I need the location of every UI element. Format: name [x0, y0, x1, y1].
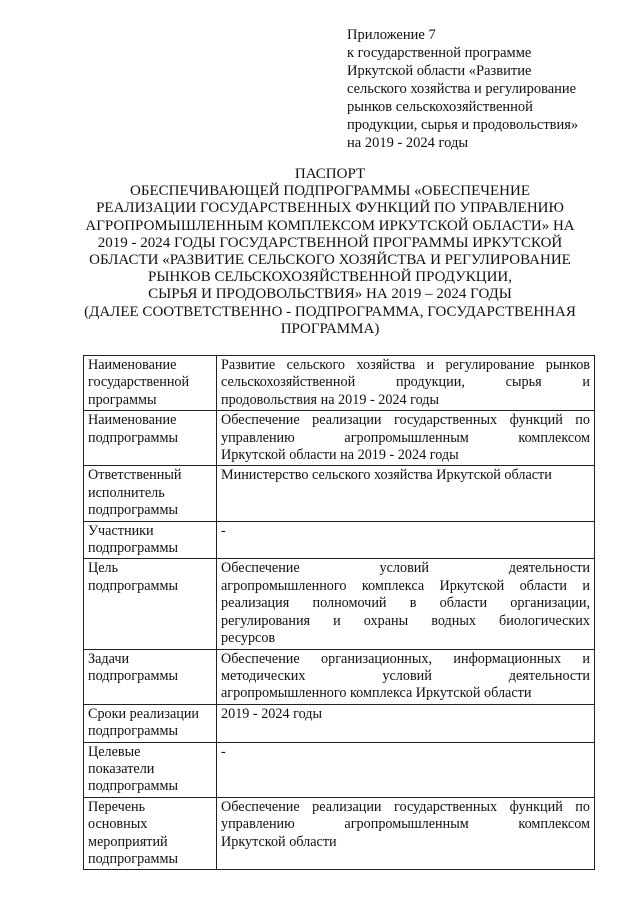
row-value-cell [217, 797, 595, 870]
row-label-line: подпрограммы [88, 723, 178, 740]
table-row [84, 559, 595, 649]
row-label-line: Наименование [88, 357, 177, 373]
row-label-line: подпрограммы [88, 577, 178, 594]
table-row [84, 649, 595, 704]
row-value-cell [217, 559, 595, 649]
row-value-cell [217, 521, 595, 559]
row-label-cell [84, 521, 217, 559]
appendix-line: на 2019 - 2024 годы [347, 135, 469, 151]
row-value-line: реализация полномочий в области организации, [221, 595, 590, 612]
row-label-line: подпрограммы [88, 850, 178, 867]
row-value-line: агропромышленного комплекса Иркутской области и [221, 577, 590, 594]
row-value-cell [217, 356, 595, 411]
title-line: ПРОГРАММА) [280, 320, 380, 337]
table-row [84, 411, 595, 466]
row-value-line: Обеспечение организационных, информационных и [221, 650, 590, 667]
title-line: ПАСПОРТ [294, 166, 366, 182]
title-line: РЫНКОВ СЕЛЬСКОХОЗЯЙСТВЕННОЙ ПРОДУКЦИИ, [148, 269, 512, 286]
row-label-cell [84, 466, 217, 521]
row-label-line: государственной [88, 374, 190, 391]
row-value-line: Обеспечение условий деятельности [221, 560, 590, 577]
passport-table [83, 355, 595, 870]
title-line: ОБЛАСТИ «РАЗВИТИЕ СЕЛЬСКОГО ХОЗЯЙСТВА И РЕГУЛИРОВАНИЕ [89, 252, 571, 269]
row-value-line: ресурсов [221, 630, 276, 647]
row-label-cell [84, 797, 217, 870]
appendix-line: сельского хозяйства и регулирование [347, 81, 577, 97]
row-value-line: сельскохозяйственной продукции, сырья и [221, 374, 590, 391]
table-row [84, 466, 595, 521]
row-label-line: подпрограммы [88, 778, 178, 795]
title-line: АГРОПРОМЫШЛЕННЫМ КОМПЛЕКСОМ ИРКУТСКОЙ ОБЛАСТИ» НА [85, 217, 575, 234]
row-value-line: Иркутской области на 2019 - 2024 годы [221, 447, 459, 464]
appendix-header [347, 26, 607, 152]
row-value-line: продовольствия на 2019 - 2024 годы [221, 391, 440, 408]
row-label-line: подпрограммы [88, 667, 178, 684]
row-label-line: показатели [88, 760, 155, 777]
appendix-line: рынков сельскохозяйственной [347, 99, 533, 115]
title-line: СЫРЬЯ И ПРОДОВОЛЬСТВИЯ» НА 2019 – 2024 ГОДЫ [148, 286, 512, 303]
table-row [84, 742, 595, 797]
table-row [84, 797, 595, 870]
row-value-line: методических условий деятельности [221, 667, 590, 684]
row-label-line: Участники [88, 522, 154, 539]
row-value-line: регулирования и охраны водных биологических [221, 612, 590, 629]
row-value-cell [217, 411, 595, 466]
row-label-line: мероприятий [88, 833, 168, 850]
row-label-line: подпрограммы [88, 502, 178, 519]
title-line: (ДАЛЕЕ СООТВЕТСТВЕННО - ПОДПРОГРАММА, ГОСУДАРСТВЕННАЯ [84, 303, 576, 320]
row-value-line: - [221, 743, 226, 760]
row-value-line: управлению агропромышленным комплексом [221, 429, 590, 446]
appendix-line: к государственной программе [347, 45, 532, 61]
row-label-line: подпрограммы [88, 429, 178, 446]
table-row [84, 356, 595, 411]
row-label-line: Задачи [88, 650, 130, 667]
row-label-cell [84, 649, 217, 704]
row-value-line: агропромышленного комплекса Иркутской области [221, 685, 532, 702]
row-label-cell [84, 411, 217, 466]
row-label-line: Цель [88, 560, 119, 577]
row-value-line: управлению агропромышленным комплексом [221, 816, 590, 833]
row-label-line: Целевые [88, 743, 141, 760]
row-value-line: Иркутской области [221, 833, 337, 850]
row-label-cell [84, 704, 217, 742]
title-line: ОБЕСПЕЧИВАЮЩЕЙ ПОДПРОГРАММЫ «ОБЕСПЕЧЕНИЕ [130, 183, 530, 200]
row-label-line: Перечень [88, 798, 146, 815]
row-label-line: подпрограммы [88, 540, 178, 557]
appendix-line: Иркутской области «Развитие [347, 63, 532, 79]
appendix-line: Приложение 7 [347, 27, 436, 43]
row-value-line: Министерство сельского хозяйства Иркутской области [221, 467, 552, 484]
row-value-cell [217, 742, 595, 797]
table-row [84, 521, 595, 559]
passport-table-body [84, 356, 595, 870]
row-value-line: - [221, 522, 226, 539]
row-label-cell [84, 356, 217, 411]
row-label-line: Наименование [88, 412, 177, 429]
row-label-line: программы [88, 391, 157, 408]
title-line: 2019 - 2024 ГОДЫ ГОСУДАРСТВЕННОЙ ПРОГРАММЫ ИРКУТСКОЙ [97, 234, 563, 251]
document-title [60, 166, 600, 338]
row-label-cell [84, 559, 217, 649]
row-value-cell [217, 466, 595, 521]
row-value-line: Обеспечение реализации государственных функций по [221, 412, 590, 429]
row-label-line: Ответственный [88, 467, 182, 484]
row-label-line: Сроки реализации [88, 705, 200, 722]
row-label-cell [84, 742, 217, 797]
row-value-line: Развитие сельского хозяйства и регулирование рынков [221, 357, 590, 373]
title-line: РЕАЛИЗАЦИИ ГОСУДАРСТВЕННЫХ ФУНКЦИЙ ПО УПРАВЛЕНИЮ [96, 200, 564, 217]
table-row [84, 704, 595, 742]
appendix-line: продукции, сырья и продовольствия» [347, 117, 579, 133]
row-value-line: Обеспечение реализации государственных функций по [221, 798, 590, 815]
row-value-line: 2019 - 2024 годы [221, 705, 323, 722]
row-value-cell [217, 649, 595, 704]
row-label-line: основных [88, 816, 148, 833]
row-label-line: исполнитель [88, 484, 165, 501]
row-value-cell [217, 704, 595, 742]
